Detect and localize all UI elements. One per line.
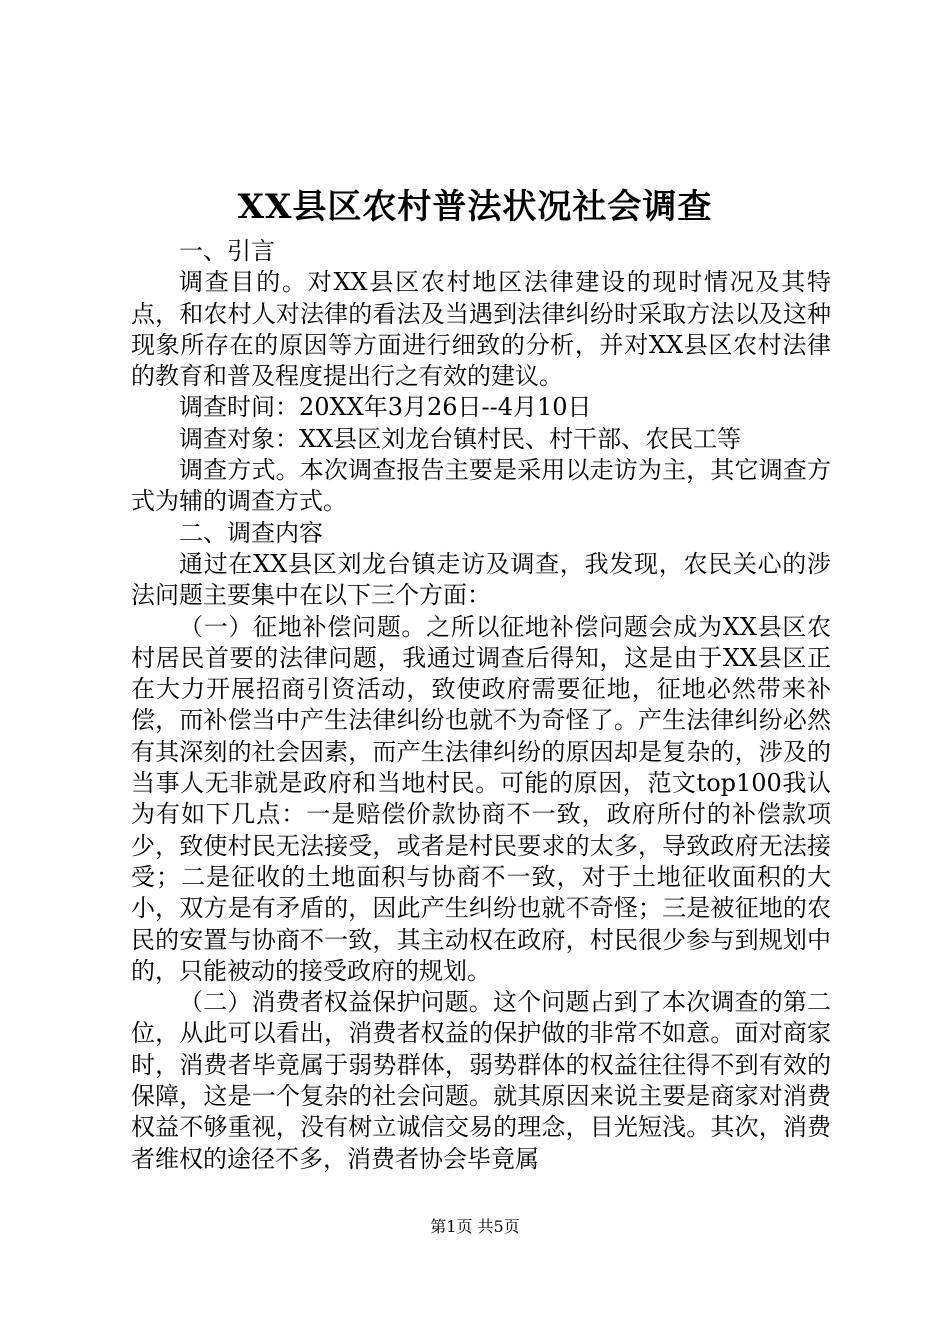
paragraph-land-compensation: （一）征地补偿问题。之所以征地补偿问题会成为XX县区农村居民首要的法律问题，我通过调查后得知，这是由于XX县区正在大力开展招商引资活动，致使政府需要征地，征地必然带来补偿，而补偿当中产生法律纠纷也就不为奇怪了。产生法律纠纷必然有其深刻的社会因素，而产生法律纠纷的原因却是复杂的，涉及的当事人无非就是政府和当地村民。可能的原因，范文top100我认为有如下几点：一是赔偿价款协商不一致，政府所付的补偿款项少，致使村民无法接受，或者是村民要求的太多，导致政府无法接受；二是征收的土地面积与协商不一致，对于土地征收面积的大小，双方是有矛盾的，因此产生纠纷也就不奇怪；三是被征地的农民的安置与协商不一致，其主动权在政府，村民很少参与到规划中的，只能被动的接受政府的规划。 bbox=[131, 612, 831, 985]
section-heading-intro: 一、引言 bbox=[179, 237, 275, 265]
document-title: XX县区农村普法状况社会调查 bbox=[237, 187, 713, 227]
paragraph-purpose: 调查目的。对XX县区农村地区法律建设的现时情况及其特点，和农村人对法律的看法及当遇到法律纠纷时采取方法以及这种现象所存在的原因等方面进行细致的分析，并对XX县区农村法律的教育和普及程度提出行之有效的建议。 bbox=[131, 268, 831, 391]
page-footer: 第1页 共5页 bbox=[430, 1217, 520, 1236]
paragraph-subjects: 调查对象：XX县区刘龙台镇村民、村干部、农民工等 bbox=[179, 424, 742, 453]
paragraph-time: 调查时间：20XX年3月26日--4月10日 bbox=[179, 393, 592, 422]
section-heading-content: 二、调查内容 bbox=[179, 518, 323, 547]
paragraph-overview: 通过在XX县区刘龙台镇走访及调查，我发现，农民关心的涉法问题主要集中在以下三个方面： bbox=[131, 549, 831, 610]
document-body bbox=[131, 236, 831, 1175]
paragraph-consumer-rights: （二）消费者权益保护问题。这个问题占到了本次调查的第二位，从此可以看出，消费者权益的保护做的非常不如意。面对商家时，消费者毕竟属于弱势群体，弱势群体的权益往往得不到有效的保障，这是一个复杂的社会问题。就其原因来说主要是商家对消费权益不够重视，没有树立诚信交易的理念，目光短浅。其次，消费者维权的途径不多，消费者协会毕竟属 bbox=[131, 988, 831, 1173]
paragraph-method: 调查方式。本次调查报告主要是采用以走访为主，其它调查方式为辅的调查方式。 bbox=[131, 456, 831, 516]
